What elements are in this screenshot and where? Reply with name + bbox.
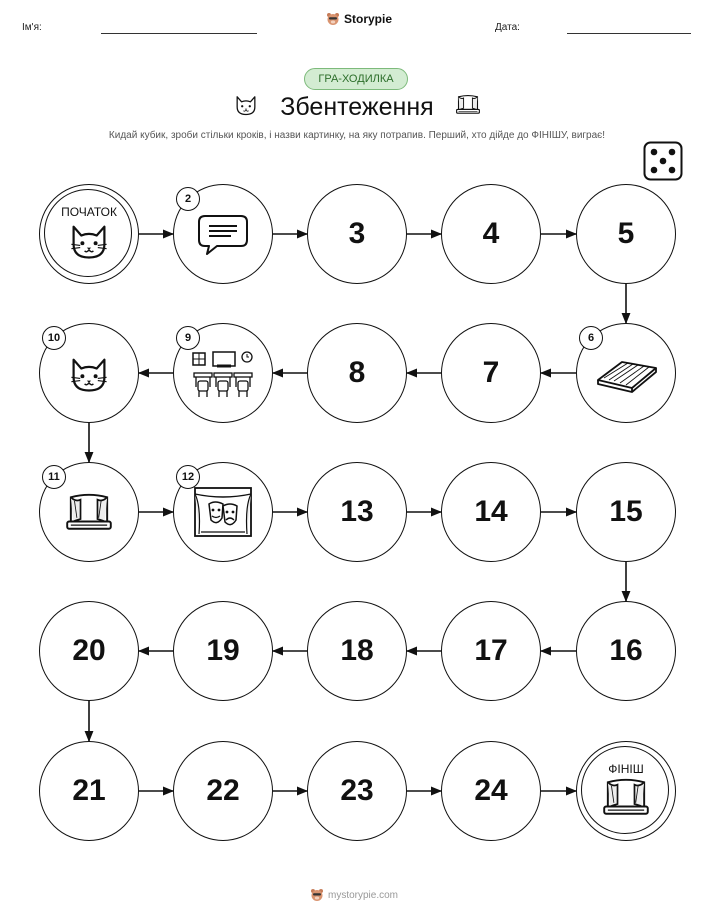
cell-number-badge: 9: [176, 326, 200, 350]
cell-number: 19: [206, 634, 240, 667]
board-cell-6: [576, 323, 676, 423]
cell-number: 24: [474, 774, 508, 807]
board-cell-16: [576, 601, 676, 701]
cell-number: 21: [72, 774, 106, 807]
cell-number-badge: 10: [42, 326, 66, 350]
board-cell-1: [39, 184, 139, 284]
cell-number: 23: [340, 774, 374, 807]
game-type-tag: ГРА-ХОДИЛКА: [304, 68, 408, 90]
board-cell-11: [39, 462, 139, 562]
stage-icon: [62, 490, 116, 541]
board-cell-4: [441, 184, 541, 284]
start-label: ПОЧАТОК: [61, 205, 117, 219]
board-cell-19: [173, 601, 273, 701]
board-cell-25: [576, 741, 676, 841]
cell-number-badge: 11: [42, 465, 66, 489]
board-cell-5: [576, 184, 676, 284]
cell-number: 13: [340, 495, 374, 528]
wooden-board-icon: [594, 354, 658, 399]
board-cell-12: [173, 462, 273, 562]
board-cell-13: [307, 462, 407, 562]
bear-icon: [310, 888, 324, 902]
board-cell-23: [307, 741, 407, 841]
board-cell-14: [441, 462, 541, 562]
cell-inner-ring: [581, 746, 669, 834]
footer: [310, 888, 398, 902]
cell-number: 8: [348, 356, 366, 389]
name-label: Ім'я:: [22, 22, 42, 33]
instructions: Кидай кубик, зроби стільки кроків, і назви картинку, на яку потрапив. Перший, хто дійде до ФІНІШУ, виграє!: [108, 130, 606, 141]
cell-number: 15: [609, 495, 643, 528]
cell-number: 4: [482, 217, 500, 250]
board-cell-18: [307, 601, 407, 701]
cell-number: 7: [482, 356, 500, 389]
board-cell-9: [173, 323, 273, 423]
board-cell-7: [441, 323, 541, 423]
cell-number: 14: [474, 495, 508, 528]
board-cell-2: [173, 184, 273, 284]
cell-number: 3: [348, 217, 366, 250]
date-label: Дата:: [495, 22, 520, 33]
cell-number: 18: [340, 634, 374, 667]
cell-number: 22: [206, 774, 240, 807]
speech-bubble-icon: [197, 212, 249, 263]
cell-number: 16: [609, 634, 643, 667]
footer-site: mystorypie.com: [328, 889, 399, 901]
board-cell-3: [307, 184, 407, 284]
cell-number-badge: 2: [176, 187, 200, 211]
finish-label: ФІНІШ: [608, 762, 644, 776]
board-cell-15: [576, 462, 676, 562]
cell-number: 20: [72, 634, 106, 667]
classroom-icon: [191, 349, 255, 404]
cell-inner-ring: [44, 189, 132, 277]
board-cell-21: [39, 741, 139, 841]
cell-number-badge: 12: [176, 465, 200, 489]
board-cell-22: [173, 741, 273, 841]
brand-name: Storypie: [344, 12, 393, 26]
cell-number-badge: 6: [579, 326, 603, 350]
board-cell-17: [441, 601, 541, 701]
board-cell-24: [441, 741, 541, 841]
theater-masks-icon: [193, 486, 253, 545]
board-cell-20: [39, 601, 139, 701]
cell-number: 5: [617, 217, 635, 250]
cell-number: 17: [474, 634, 508, 667]
board-cell-8: [307, 323, 407, 423]
title-text: Збентеження: [280, 93, 434, 121]
board-cell-10: [39, 323, 139, 423]
cat-icon: [67, 353, 111, 400]
